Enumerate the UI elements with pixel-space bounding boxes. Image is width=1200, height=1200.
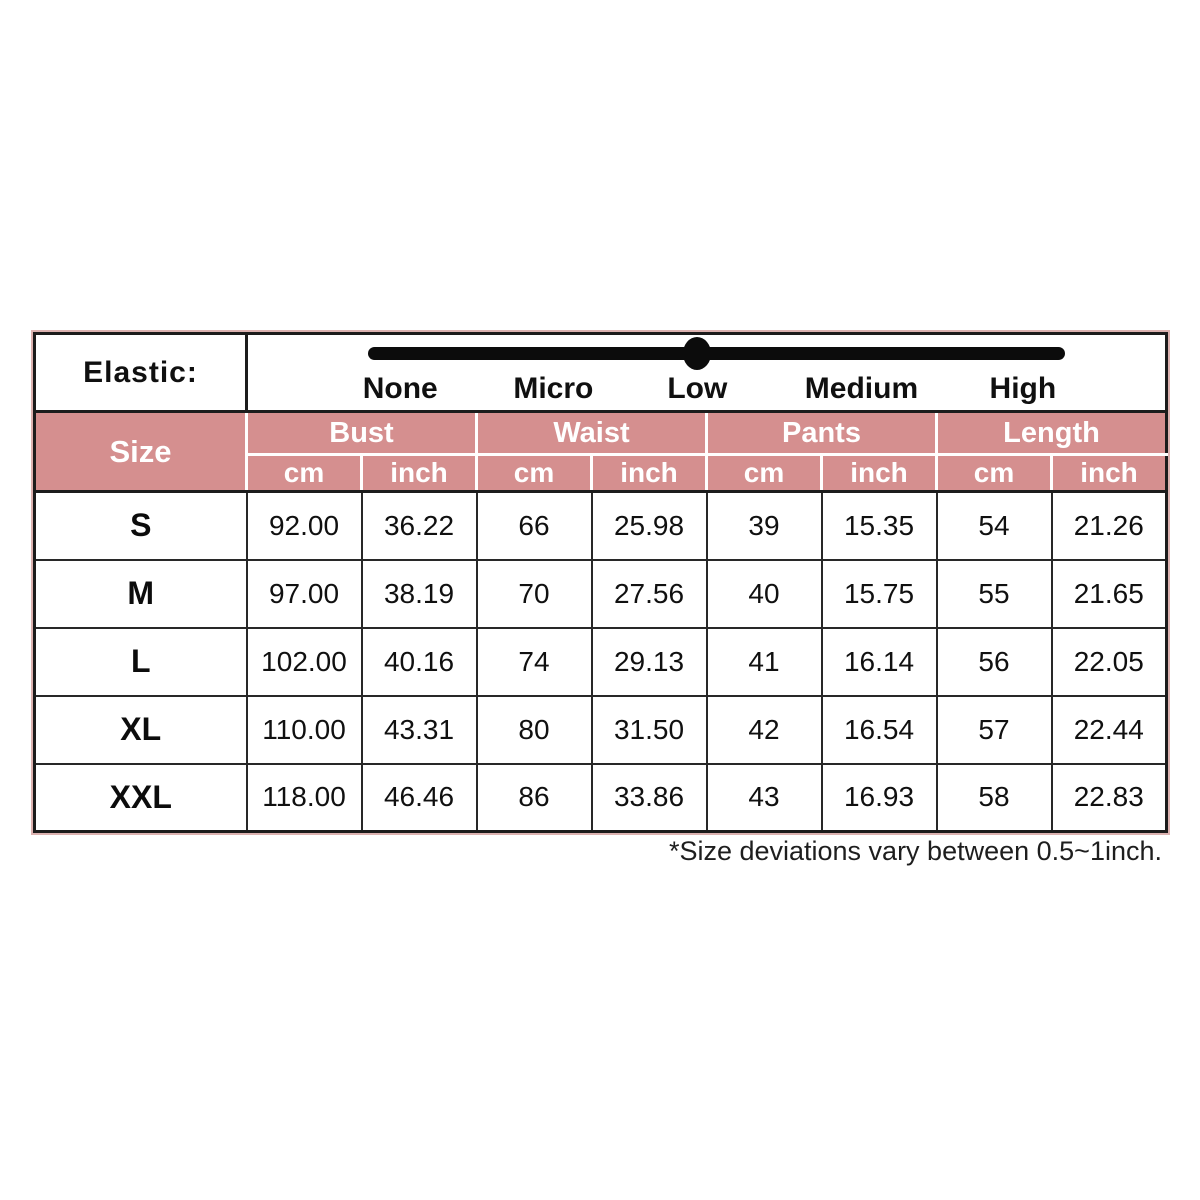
value-cell: 58 [937,764,1052,832]
value-cell: 55 [937,560,1052,628]
value-cell: 39 [707,492,822,560]
value-cell: 29.13 [592,628,707,696]
elastic-level-none: None [362,372,438,405]
unit-header-waist-cm: cm [477,455,592,492]
value-cell: 41 [707,628,822,696]
elastic-label: Elastic: [35,334,247,412]
value-cell: 110.00 [247,696,362,764]
size-cell: S [35,492,247,560]
elastic-level-medium: Medium [804,372,919,405]
size-row-xl [35,696,1167,764]
value-cell: 22.44 [1052,696,1167,764]
elastic-level-low: Low [667,372,728,405]
size-row-l [35,628,1167,696]
value-cell: 21.26 [1052,492,1167,560]
elastic-slider-track-icon [368,347,1065,360]
unit-header-pants-inch: inch [822,455,937,492]
elastic-slider [248,335,1165,410]
value-cell: 118.00 [247,764,362,832]
value-cell: 80 [477,696,592,764]
group-header-waist: Waist [477,412,707,455]
size-cell: M [35,560,247,628]
group-header-row [35,412,1167,455]
size-cell: XL [35,696,247,764]
value-cell: 57 [937,696,1052,764]
size-row-s [35,492,1167,560]
group-header-length: Length [937,412,1167,455]
elastic-slider-thumb-icon [683,337,711,370]
elastic-row [35,334,1167,412]
value-cell: 25.98 [592,492,707,560]
value-cell: 16.54 [822,696,937,764]
value-cell: 33.86 [592,764,707,832]
value-cell: 22.05 [1052,628,1167,696]
unit-header-bust-cm: cm [247,455,362,492]
elastic-slider-cell [247,334,1167,412]
group-header-pants: Pants [707,412,937,455]
size-cell: L [35,628,247,696]
group-header-bust: Bust [247,412,477,455]
value-cell: 22.83 [1052,764,1167,832]
value-cell: 97.00 [247,560,362,628]
unit-header-bust-inch: inch [362,455,477,492]
value-cell: 92.00 [247,492,362,560]
value-cell: 21.65 [1052,560,1167,628]
value-cell: 102.00 [247,628,362,696]
unit-header-waist-inch: inch [592,455,707,492]
value-cell: 16.93 [822,764,937,832]
elastic-level-micro: Micro [513,372,594,405]
footnote: *Size deviations vary between 0.5~1inch. [668,836,1162,866]
value-cell: 31.50 [592,696,707,764]
value-cell: 38.19 [362,560,477,628]
size-chart-table [33,332,1168,833]
size-cell: XXL [35,764,247,832]
elastic-level-high: High [989,372,1057,405]
value-cell: 15.75 [822,560,937,628]
size-row-m [35,560,1167,628]
value-cell: 43.31 [362,696,477,764]
unit-header-length-inch: inch [1052,455,1167,492]
value-cell: 43 [707,764,822,832]
size-row-xxl [35,764,1167,832]
value-cell: 16.14 [822,628,937,696]
value-cell: 40.16 [362,628,477,696]
value-cell: 46.46 [362,764,477,832]
value-cell: 56 [937,628,1052,696]
unit-header-length-cm: cm [937,455,1052,492]
value-cell: 70 [477,560,592,628]
size-chart [31,330,1170,835]
value-cell: 40 [707,560,822,628]
value-cell: 36.22 [362,492,477,560]
value-cell: 86 [477,764,592,832]
value-cell: 27.56 [592,560,707,628]
value-cell: 54 [937,492,1052,560]
value-cell: 66 [477,492,592,560]
value-cell: 42 [707,696,822,764]
value-cell: 15.35 [822,492,937,560]
unit-header-pants-cm: cm [707,455,822,492]
value-cell: 74 [477,628,592,696]
size-column-header: Size [35,412,247,492]
